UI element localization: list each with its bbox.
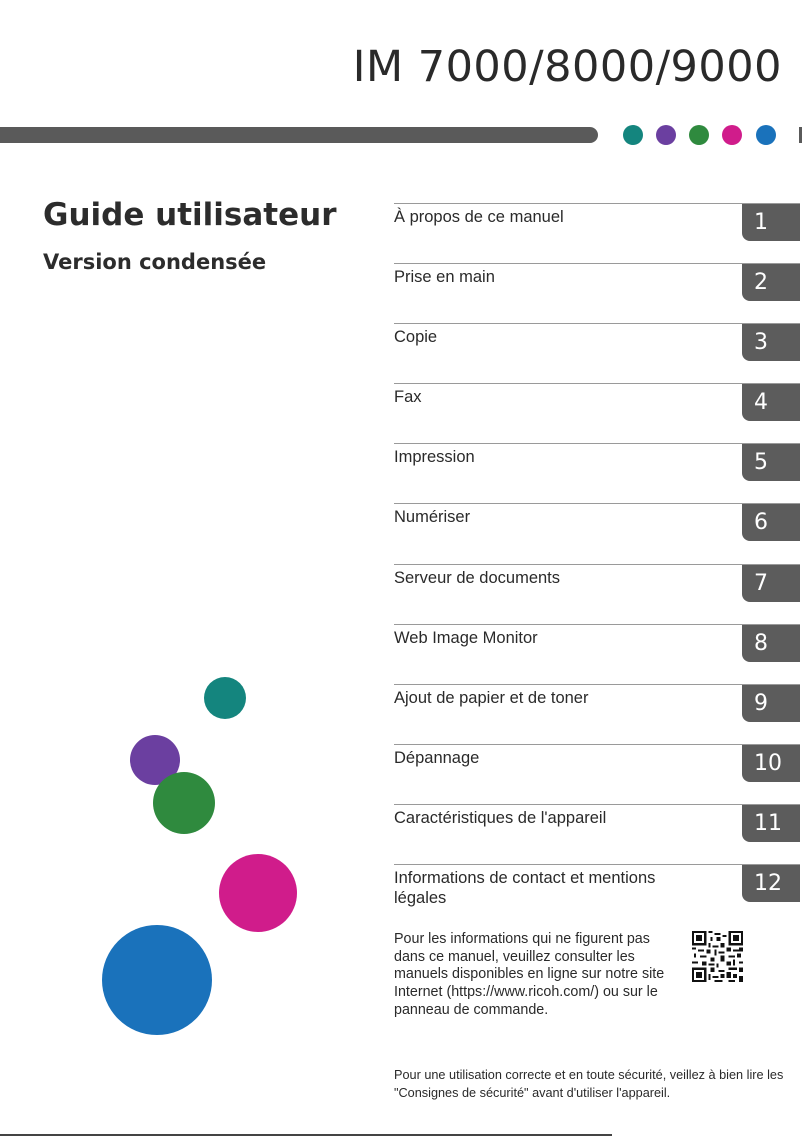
teal-dot-icon	[623, 125, 643, 145]
toc-label: Prise en main	[394, 268, 495, 287]
purple-dot-icon	[656, 125, 676, 145]
toc-label: Copie	[394, 328, 438, 347]
toc-item-11[interactable]	[394, 804, 800, 864]
toc-item-8[interactable]	[394, 624, 800, 684]
toc-label: À propos de ce manuel	[394, 208, 564, 226]
toc-label: Ajout de papier et de toner	[394, 688, 589, 707]
toc-item-7[interactable]	[394, 564, 800, 624]
header-bar	[0, 127, 598, 143]
chapter-tab[interactable]: 6	[742, 504, 800, 541]
online-manuals-note: Pour les informations qui ne figurent pas dans ce manuel, veuillez consulter les manuels disponibles en ligne sur notre site Internet (https://www.ricoh.com/) ou sur le panneau de commande.	[394, 931, 665, 1018]
green-dot-icon	[689, 125, 709, 145]
chapter-tab[interactable]: 11	[742, 805, 800, 842]
toc-label: Numériser	[394, 508, 471, 527]
chapter-tab[interactable]: 12	[742, 865, 800, 902]
toc-label: Caractéristiques de l'appareil	[394, 808, 607, 827]
qr-code-icon	[692, 931, 743, 982]
magenta-dot-icon	[722, 125, 742, 145]
toc-item-3[interactable]	[394, 323, 800, 383]
blue-circle-icon	[102, 925, 212, 1035]
toc-item-9[interactable]	[394, 684, 800, 744]
chapter-tab[interactable]: 7	[742, 565, 800, 602]
toc-label: Serveur de documents	[394, 568, 561, 587]
teal-circle-icon	[204, 677, 246, 719]
chapter-tab[interactable]: 9	[742, 685, 800, 722]
decorative-circles	[90, 660, 380, 1120]
toc-label: Informations de contact et mentions légales	[394, 869, 656, 908]
toc-item-6[interactable]	[394, 503, 800, 563]
footer-line	[0, 1134, 612, 1136]
chapter-tab[interactable]: 10	[742, 745, 800, 782]
toc-label: Web Image Monitor	[394, 628, 538, 647]
toc-item-5[interactable]	[394, 443, 800, 503]
chapter-tab[interactable]: 5	[742, 444, 800, 481]
guide-subtitle: Version condensée	[43, 250, 267, 274]
table-of-contents	[394, 203, 802, 924]
toc-item-2[interactable]	[394, 263, 800, 323]
guide-title: Guide utilisateur	[43, 197, 337, 233]
chapter-tab[interactable]: 8	[742, 625, 800, 662]
toc-item-12[interactable]	[394, 864, 800, 924]
toc-item-1[interactable]	[394, 203, 800, 263]
magenta-circle-icon	[219, 854, 297, 932]
chapter-tab[interactable]: 3	[742, 324, 800, 361]
toc-label: Impression	[394, 448, 475, 467]
safety-note: Pour une utilisation correcte et en toute sécurité, veillez à bien lire les "Consignes de sécurité" avant d'utiliser l'appareil.	[394, 1068, 784, 1100]
model-title: IM 7000/8000/9000	[352, 42, 782, 92]
chapter-tab[interactable]: 4	[742, 384, 800, 421]
green-circle-icon	[153, 772, 215, 834]
toc-label: Fax	[394, 388, 422, 407]
blue-dot-icon	[756, 125, 776, 145]
toc-item-4[interactable]	[394, 383, 800, 443]
chapter-tab[interactable]: 1	[742, 204, 800, 241]
toc-label: Dépannage	[394, 748, 480, 767]
toc-item-10[interactable]	[394, 744, 800, 804]
chapter-tab[interactable]: 2	[742, 264, 800, 301]
